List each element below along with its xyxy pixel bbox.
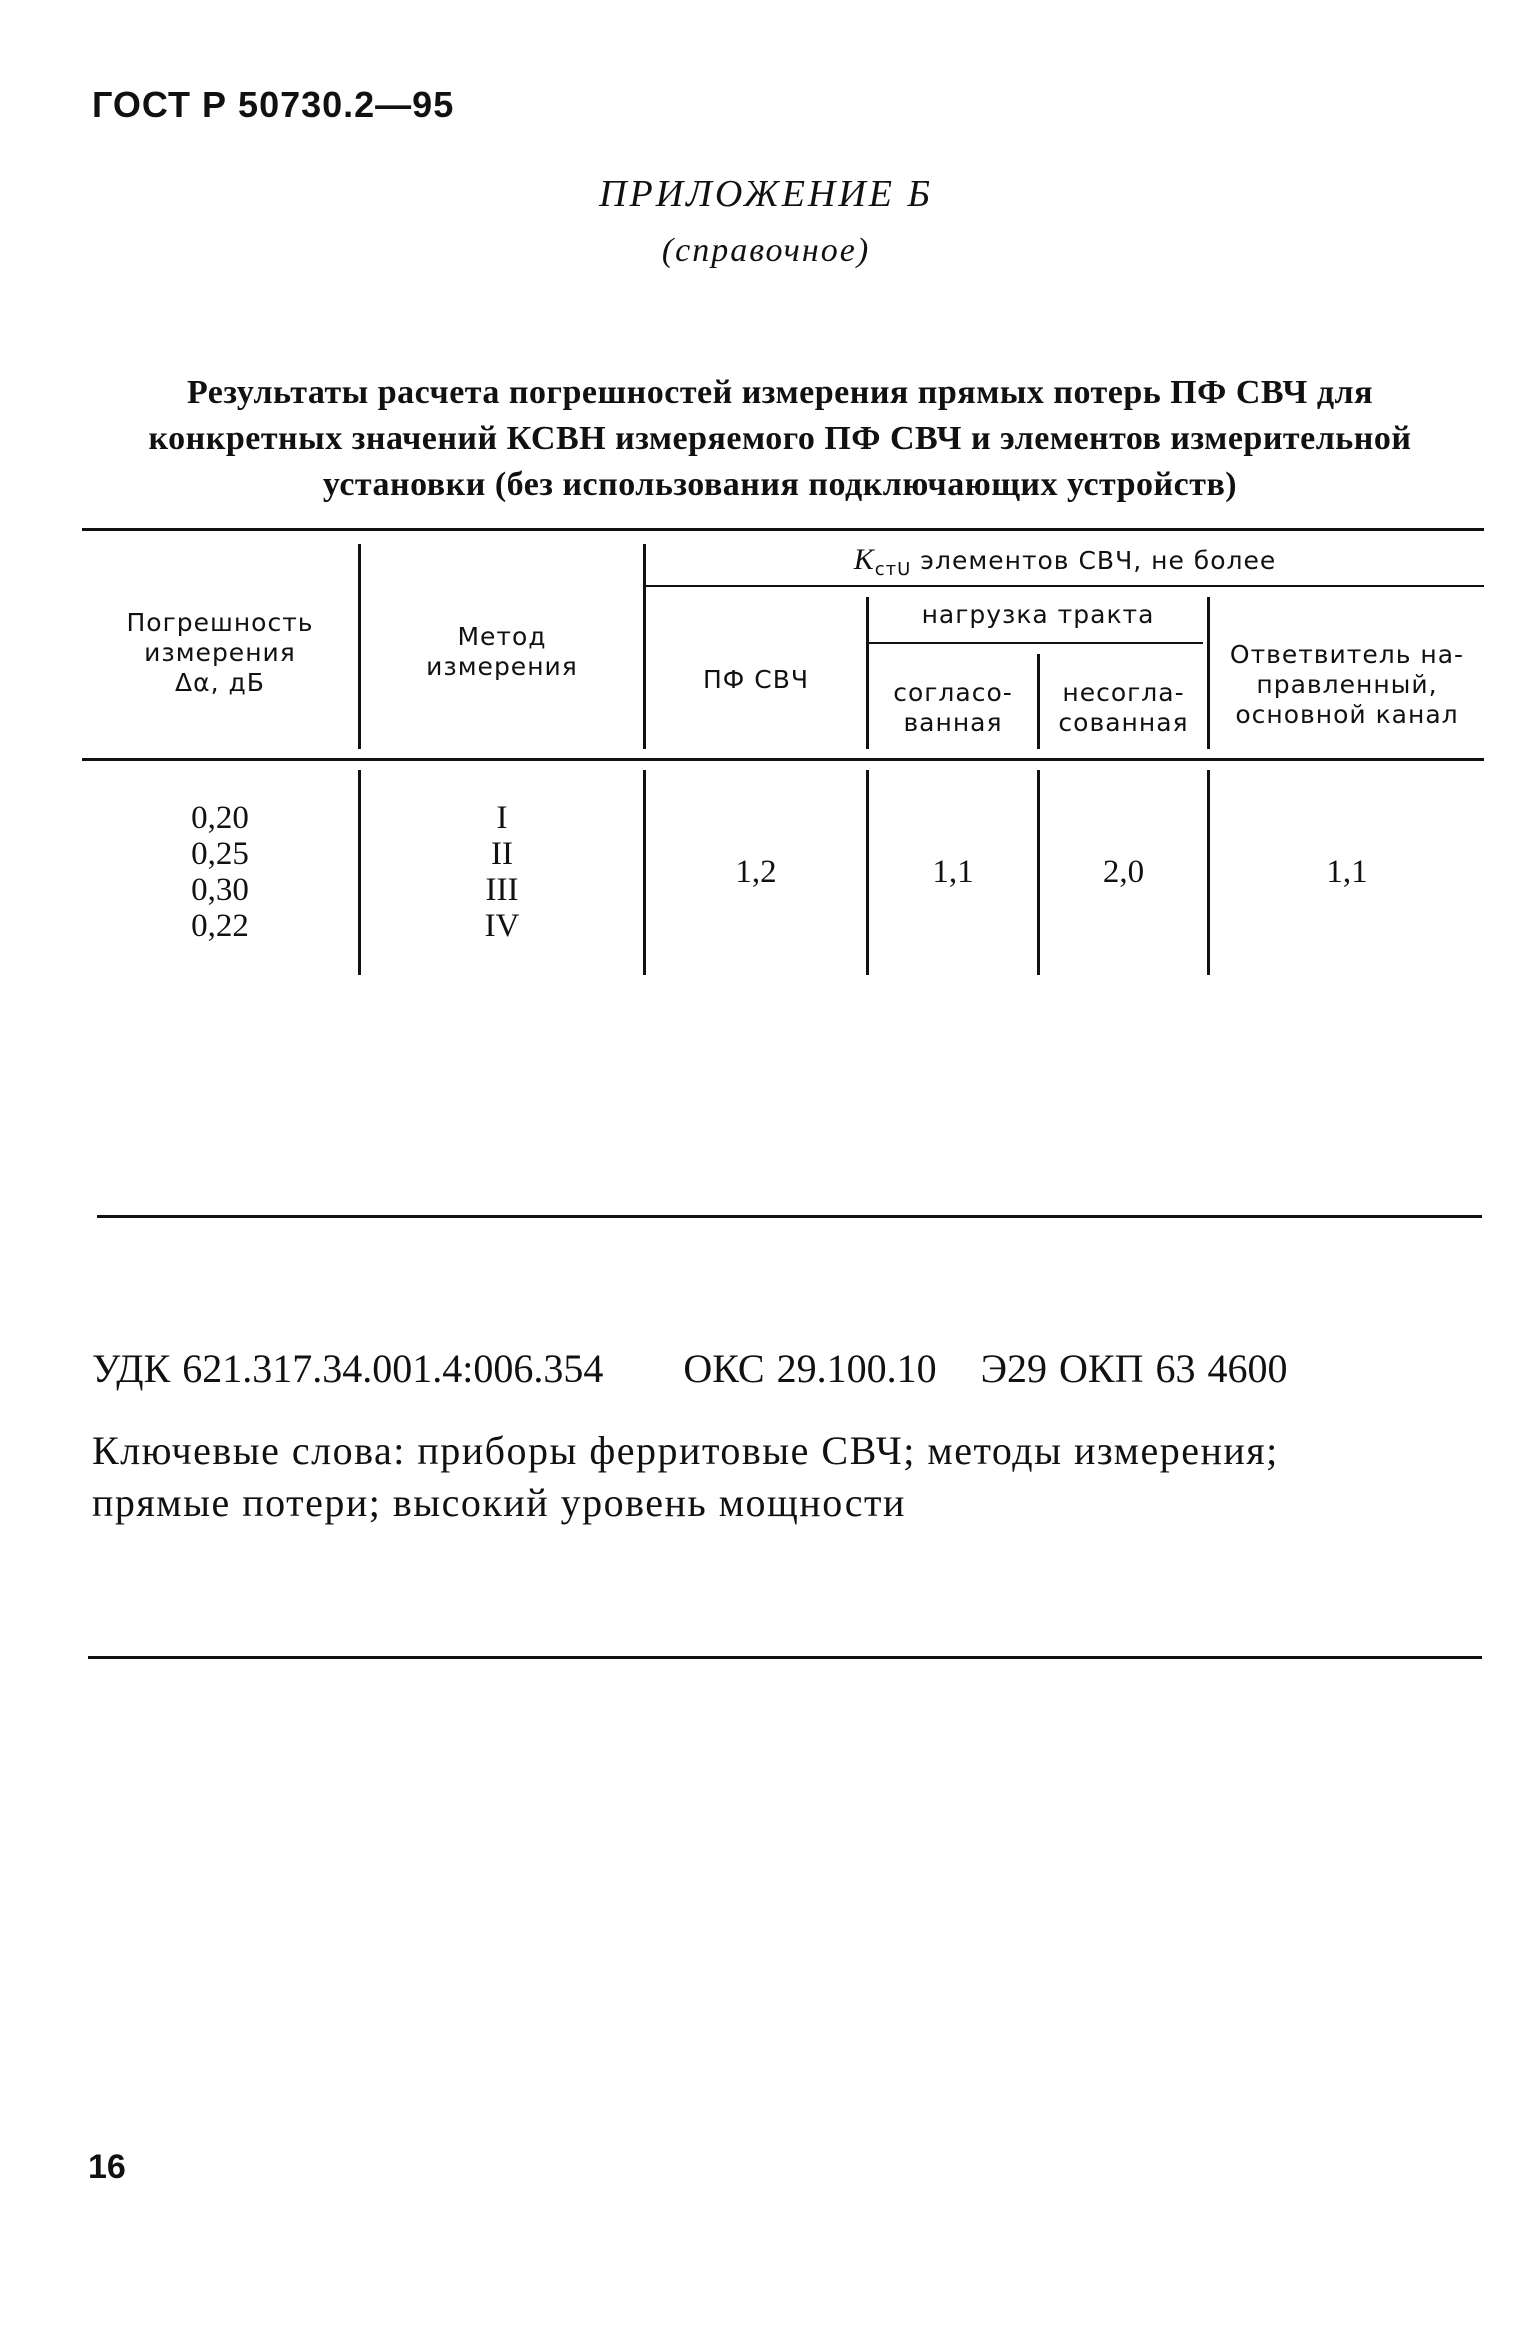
header-unmatched-line: несогла-	[1062, 678, 1185, 707]
cell-pf: 1,2	[735, 854, 777, 890]
header-pf: ПФ СВЧ	[702, 665, 809, 694]
keywords-line: Ключевые слова: приборы ферритовые СВЧ; методы измерения;	[92, 1428, 1279, 1473]
cell-error-value: 0,25	[191, 836, 249, 872]
oks-code: ОКС 29.100.10	[683, 1346, 937, 1391]
appendix-subtitle: (справочное)	[661, 232, 871, 269]
header-unmatched-line: сованная	[1058, 708, 1189, 737]
cell-method-value: III	[485, 872, 519, 908]
cell-unmatched: 2,0	[1102, 854, 1145, 890]
header-load: нагрузка тракта	[921, 600, 1155, 629]
header-error	[82, 608, 358, 698]
kstu-symbol: K	[853, 543, 875, 576]
header-coupler-line: правленный,	[1256, 670, 1438, 699]
header-bottom-rule	[82, 758, 1484, 761]
table-title-line: установки (без использования подключающих устройств)	[322, 466, 1238, 503]
cell-method-value: IV	[484, 908, 520, 944]
header-matched	[869, 678, 1037, 738]
document-code: ГОСТ Р 50730.2—95	[92, 84, 455, 125]
table-top-rule	[82, 528, 1484, 531]
header-matched-line: ванная	[903, 708, 1003, 737]
header-coupler-line: Ответвитель на-	[1229, 640, 1465, 669]
keywords	[92, 1425, 1512, 1529]
kstu-subscript: стU	[874, 559, 912, 580]
load-header-rule	[868, 642, 1203, 644]
cell-method-value: II	[491, 836, 513, 872]
udk-code: УДК 621.317.34.001.4:006.354	[92, 1346, 604, 1391]
header-error-line: Δα, дБ	[175, 668, 265, 697]
header-error-line: Погрешность	[126, 608, 314, 637]
cell-method-value: I	[496, 800, 508, 836]
classification-line	[92, 1345, 1287, 1392]
header-matched-line: согласо-	[893, 678, 1013, 707]
cell-error-value: 0,30	[191, 872, 249, 908]
keywords-line: прямые потери; высокий уровень мощности	[92, 1480, 906, 1525]
cell-error-value: 0,22	[191, 908, 249, 944]
cell-matched: 1,1	[932, 854, 974, 890]
table-title	[80, 370, 1480, 508]
cell-errors	[82, 800, 358, 944]
header-coupler	[1210, 640, 1484, 730]
cell-coupler: 1,1	[1326, 854, 1368, 890]
table-title-line: конкретных значений КСВН измеряемого ПФ СВЧ и элементов измерительной	[148, 420, 1412, 457]
table-title-line: Результаты расчета погрешностей измерения прямых потерь ПФ СВЧ для	[186, 374, 1374, 411]
divider-rule	[88, 1656, 1482, 1659]
appendix-title: ПРИЛОЖЕНИЕ Б	[599, 173, 933, 215]
header-group-kstu	[646, 545, 1484, 585]
cell-methods	[361, 800, 643, 944]
header-unmatched	[1040, 678, 1207, 738]
okp-code: Э29 ОКП 63 4600	[980, 1346, 1288, 1391]
page-number: 16	[88, 2148, 126, 2186]
header-error-line: измерения	[144, 638, 296, 667]
header-coupler-line: основной канал	[1235, 700, 1459, 729]
group-header-text: элементов СВЧ, не более	[911, 546, 1277, 575]
header-method	[361, 622, 643, 682]
group-header-rule	[645, 585, 1484, 587]
divider-rule	[97, 1215, 1482, 1218]
header-method-line: измерения	[426, 652, 578, 681]
cell-error-value: 0,20	[191, 800, 249, 836]
header-method-line: Метод	[457, 622, 547, 651]
